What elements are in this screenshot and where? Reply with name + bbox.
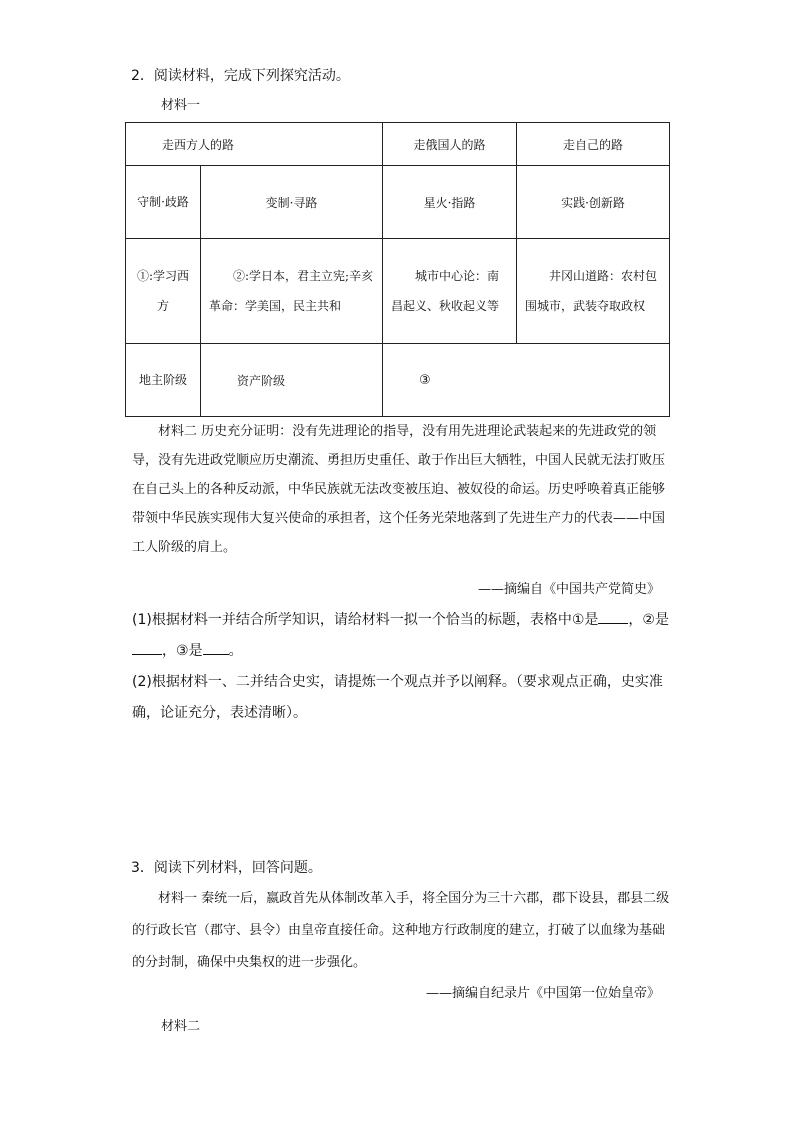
question-2-title: 2．阅读材料，完成下列探究活动。 [131, 68, 350, 84]
table-row [126, 344, 670, 417]
header-west-path: 走西方人的路 [126, 123, 383, 166]
material-2-source: ——摘编自《中国共产党简史》 [477, 582, 660, 597]
q3-material-1-text: 材料一 秦统一后，嬴政首先从体制改革入手，将全国分为三十六郡，郡下设县，郡县二级的行政长官（郡守、县令）由皇帝直接任命。这种地方行政制度的建立，打破了以血缘为基础的分封制，确保中央集权的进一步强化。 [132, 891, 670, 970]
is-word: 是 [654, 612, 669, 628]
table-row [126, 166, 670, 239]
comma: ， [162, 643, 176, 659]
material-1-table [125, 122, 670, 417]
answer-blank-2[interactable] [132, 654, 162, 655]
cell-change-system: 变制·寻路 [201, 166, 383, 239]
header-own-path: 走自己的路 [517, 123, 670, 166]
sub-question-1 [132, 605, 672, 667]
q3-material-2-label: 材料二 [161, 1019, 201, 1034]
material-2-text: 材料二 历史充分证明：没有先进理论的指导，没有用先进理论武装起来的先进政党的领导，没有先进政党顺应历史潮流、勇担历史重任、敢于作出巨大牺牲，中国人民就无法打败压在自己头上的各种反动派，中华民族就无法改变被压迫、被奴役的命运。历史呼唤着真正能够带领中华民族实现伟大复兴使命的承担者，这个任务光荣地落到了先进生产力的代表——中国工人阶级的肩上。 [132, 424, 666, 555]
cell-bourgeoisie: 资产阶级 [201, 344, 383, 417]
cell-landlord-class: 地主阶级 [126, 344, 201, 417]
cell-blank-3: ③ [383, 344, 670, 417]
circled-3: ③ [176, 643, 189, 659]
answer-blank-3[interactable] [203, 654, 229, 655]
circled-2: ② [642, 612, 655, 628]
cell-city-center: 城市中心论：南昌起义、秋收起义等 [383, 239, 517, 344]
comma: ， [628, 612, 643, 628]
circled-1: ① [571, 612, 585, 628]
table-row [126, 239, 670, 344]
cell-blank-2-reforms: ②:学日本，君主立宪;辛亥革命：学美国，民主共和 [201, 239, 383, 344]
is-word: 是 [584, 612, 599, 628]
period: 。 [228, 643, 243, 659]
cell-spark: 星火·指路 [383, 166, 517, 239]
is-word: 是 [188, 643, 203, 659]
q3-material-1-source: ——摘编自纪录片《中国第一位始皇帝》 [425, 986, 660, 1001]
cell-blank-1: ①:学习西方 [126, 239, 201, 344]
answer-blank-1[interactable] [598, 623, 628, 624]
material-1-label: 材料一 [161, 98, 201, 113]
sub-question-1-text: (1)根据材料一并结合所学知识，请给材料一拟一个恰当的标题，表格中 [132, 612, 572, 628]
header-russia-path: 走俄国人的路 [383, 123, 517, 166]
table-row [126, 123, 670, 166]
cell-jinggangshan: 井冈山道路：农村包围城市，武装夺取政权 [517, 239, 670, 344]
cell-keep-system: 守制·歧路 [126, 166, 201, 239]
question-3-title: 3．阅读下列材料，回答问题。 [131, 860, 322, 876]
sub-question-2: (2)根据材料一、二并结合史实，请提炼一个观点并予以阐释。（要求观点正确，史实准确，论证充分，表述清晰）。 [132, 674, 663, 721]
cell-practice: 实践·创新路 [517, 166, 670, 239]
